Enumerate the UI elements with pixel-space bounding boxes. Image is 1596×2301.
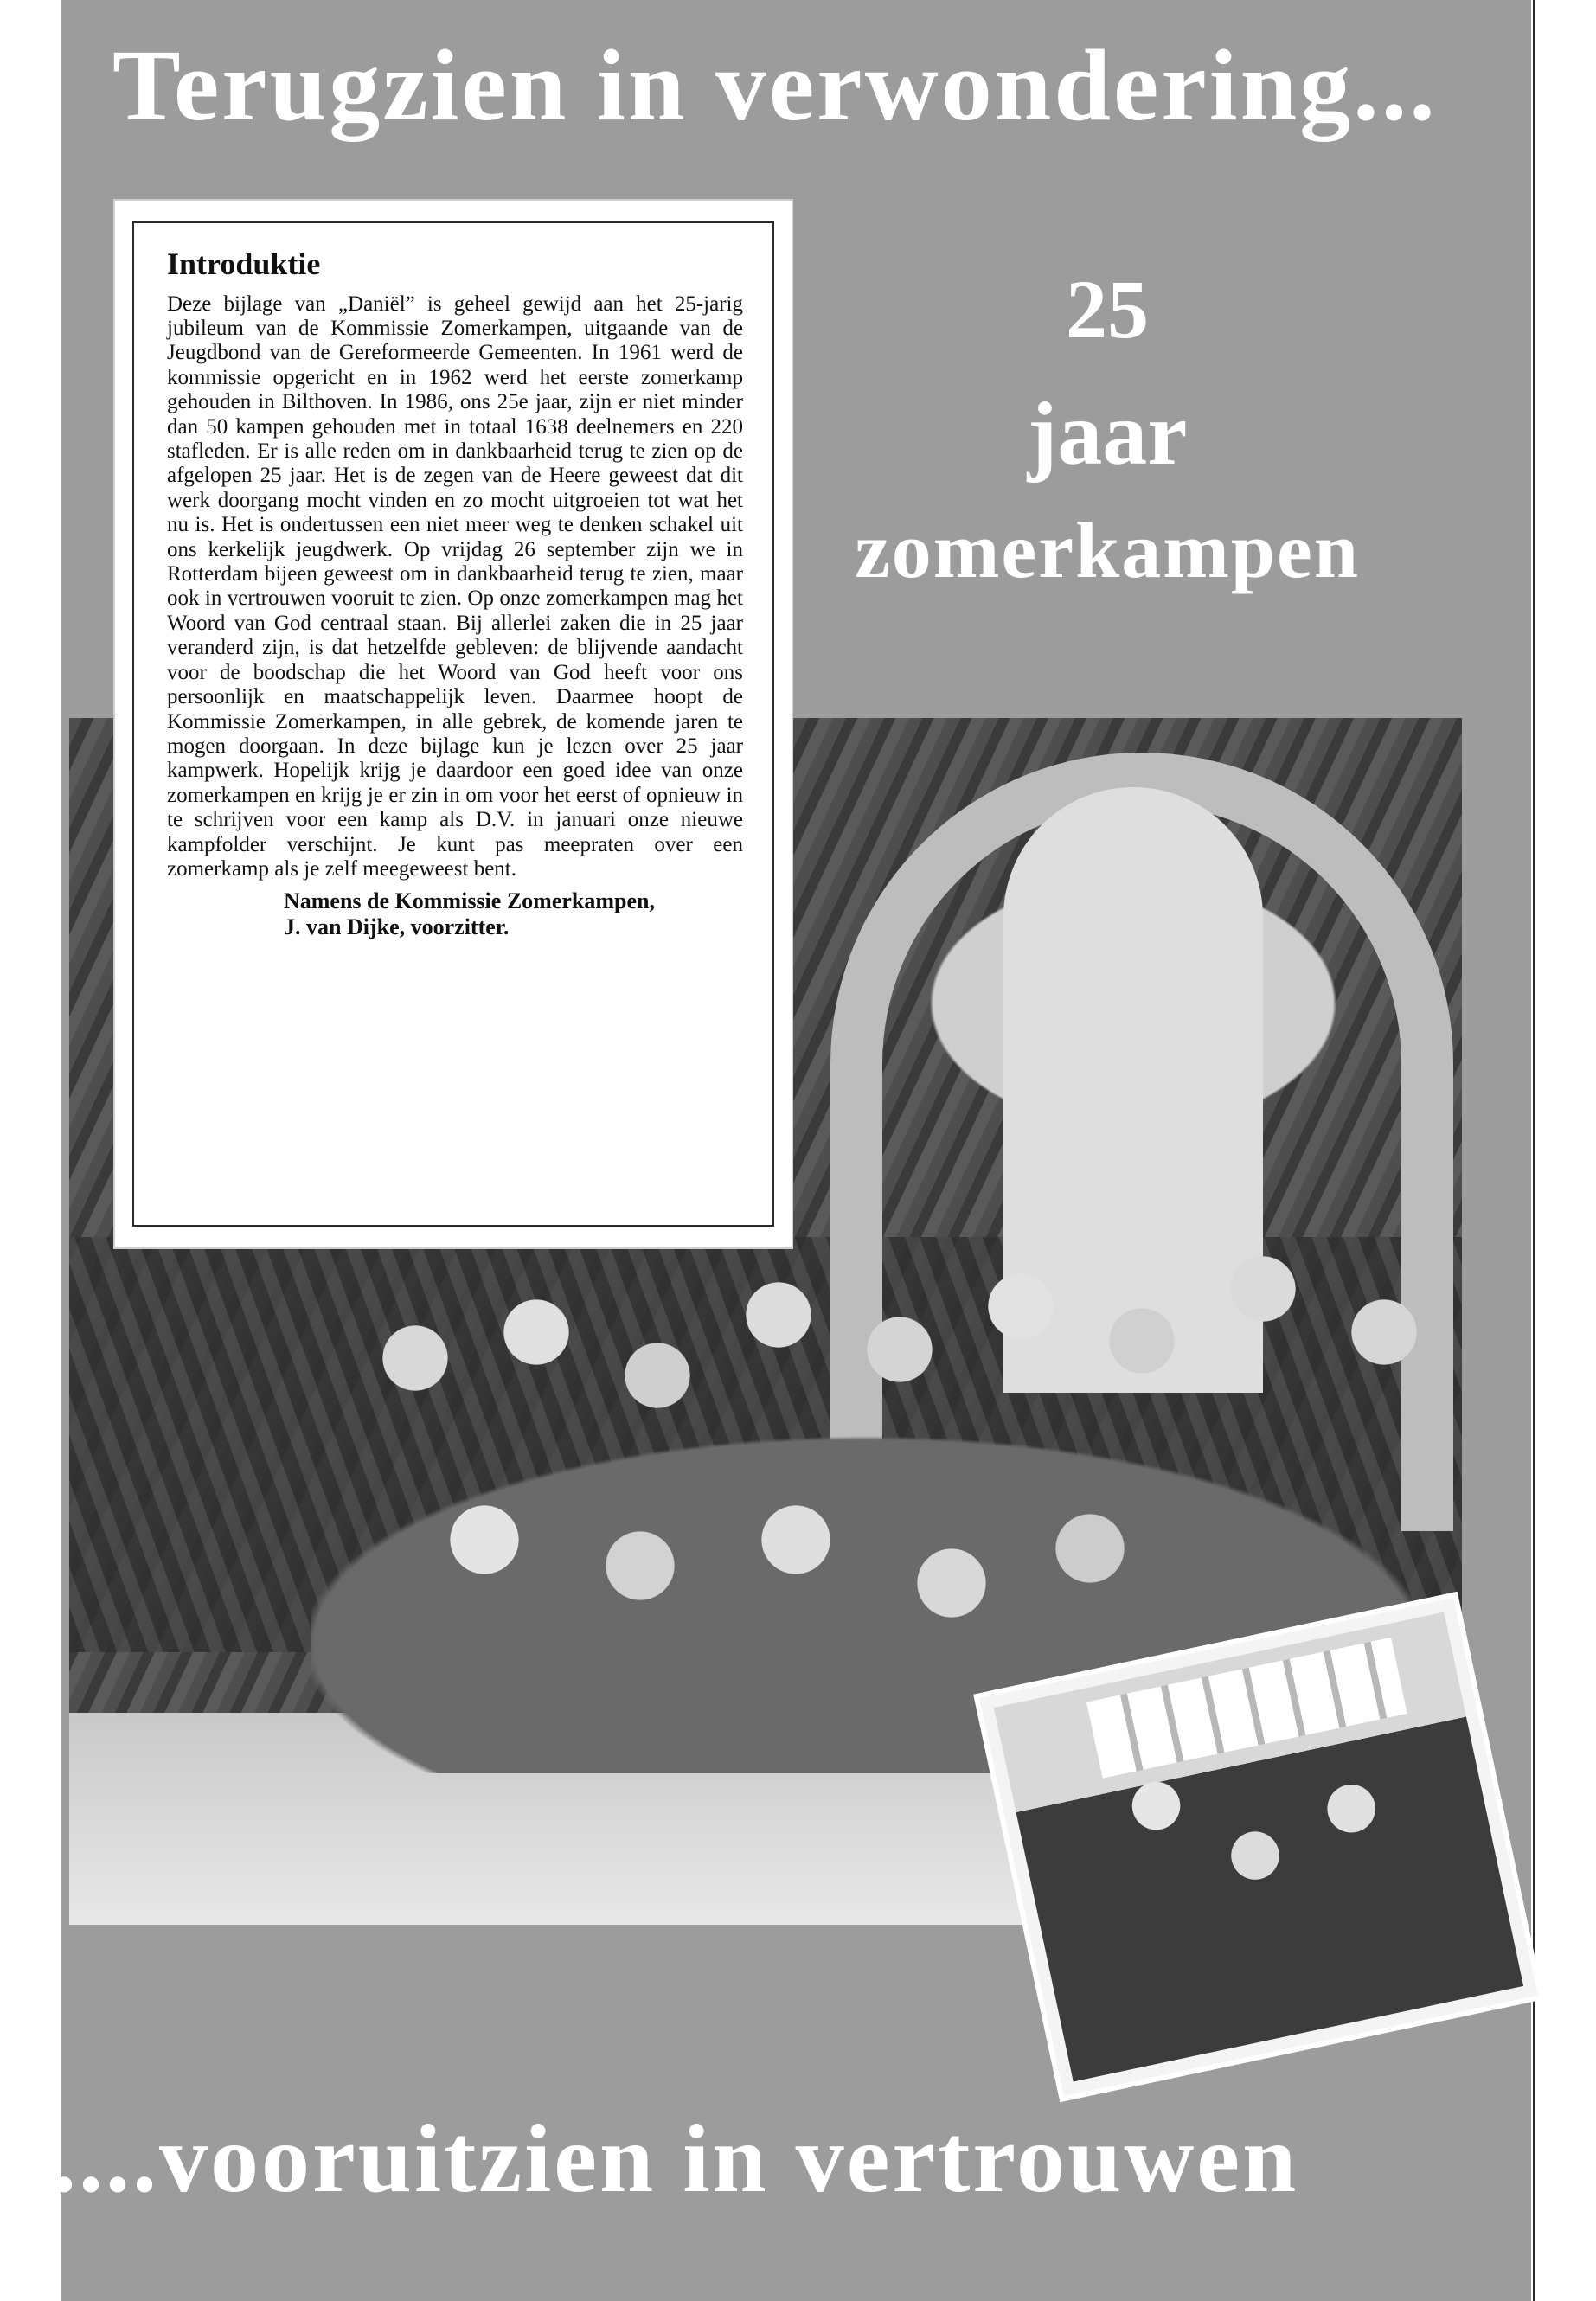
signature-line-committee: Namens de Kommissie Zomerkampen, (284, 888, 655, 914)
headline-top: Terugzien in verwondering... (112, 29, 1438, 142)
introduction-title: Introduktie (167, 247, 321, 281)
jubilee-heading (753, 263, 1462, 594)
introduction-body: Deze bijlage van „Daniël” is geheel gewijd aan het 25-jarig jubileum van de Kommissie Zomerkampen, uitgaande van de Jeugdbond van de Gereformeerde Gemeenten. In 1961 werd de kommissie opgericht en in 1962 werd het eerste zomerkamp gehouden in Bilthoven. In 1986, ons 25e jaar, zijn er niet minder dan 50 kampen gehouden met in totaal 1638 deelnemers en 220 stafleden. Er is alle reden om in dankbaarheid terug te zien op de afgelopen 25 jaar. Het is de zegen van de Heere geweest dat dit werk doorgang mocht vinden en zo mocht uitgroeien tot wat het nu is. Het is ondertussen een niet meer weg te denken schakel uit ons kerkelijk jeugdwerk. Op vrijdag 26 september zijn we in Rotterdam bijeen geweest om in dankbaarheid terug te zien, maar ook in vertrouwen vooruit te zien. Op onze zomerkampen mag het Woord van God centraal staan. Bij allerlei zaken die in 25 jaar veranderd zijn, is dat hetzelfde gebleven: de blijvende aandacht voor de boodschap die het Woord van God heeft voor ons persoonlijk en maatschappelijk leven. Daarmee hoopt de Kommissie Zomerkampen, in alle gebrek, de komende jaren te mogen doorgaan. In deze bijlage kun je lezen over 25 jaar kampwerk. Hopelijk krijg je daardoor een goed idee van onze zomerkampen en krijg je er zin in om voor het eerst of opnieuw in te schrijven voor een kamp als D.V. in januari onze nieuwe kampfolder verschijnt. Je kunt pas meepraten over een zomerkamp als je zelf meegeweest bent. (167, 292, 743, 881)
page-edge-line (1533, 0, 1535, 2301)
signature-line-chairman: J. van Dijke, voorzitter. (284, 914, 510, 940)
signature (167, 888, 743, 940)
jubilee-word-zomerkampen: zomerkampen (854, 506, 1361, 594)
jubilee-word-jaar: jaar (1027, 384, 1188, 484)
introduction-box (115, 201, 792, 1247)
introduction-frame (132, 221, 774, 1227)
jubilee-number: 25 (1066, 263, 1149, 356)
headline-bottom: ....vooruitzien in vertrouwen (52, 2106, 1299, 2213)
